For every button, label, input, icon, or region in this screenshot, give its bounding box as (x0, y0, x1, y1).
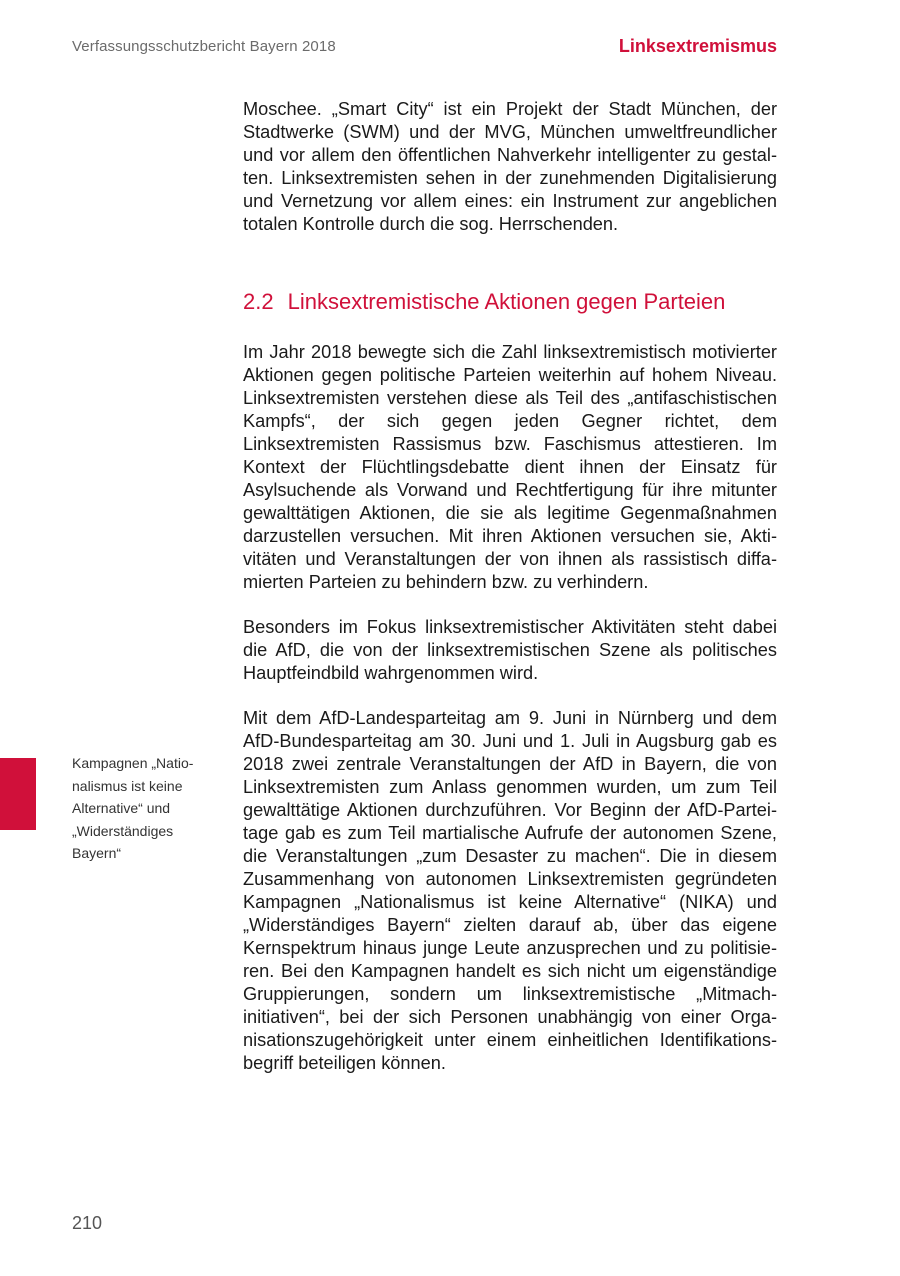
main-text-column (243, 98, 777, 1075)
margin-note: Kampagnen „Nationalismus ist keine Alternative“ und „Widerständiges Bayern“ (72, 755, 194, 861)
margin-marker (0, 758, 36, 830)
body-paragraph: Im Jahr 2018 bewegte sich die Zahl linksextremistisch motivierter Aktionen gegen politische Parteien weiterhin auf hohem Niveau. Linksextremisten verstehen diese als Teil des „antifaschistischen Kampfs“, der sich gegen jeden Gegner richtet, dem Linksextremisten Rassismus bzw. Faschismus attestieren. Im Kontext der Flüchtlingsdebatte dient ihnen der Einsatz für Asylsuchende als Vorwand und Rechtfertigung für ihre mitunter gewalttätigen Aktionen, die sie als legitime Gegenmaßnahmen darzustellen versuchen. Mit ihren Aktionen versuchen sie, Aktivitäten und Veranstaltungen der von ihnen als rassistisch diffamierten Parteien zu behindern bzw. zu verhindern. (243, 342, 777, 592)
body-paragraph: Moschee. „Smart City“ ist ein Projekt der Stadt München, der Stadtwerke (SWM) und der MVG, München umweltfreundlicher und vor allem den öffentlichen Nahverkehr intelligenter zu gestalten. Linksextremisten sehen in der zunehmenden Digitalisierung und Vernetzung vor allem eines: ein Instrument zur angeblichen totalen Kontrolle durch die sog. Herrschenden. (243, 99, 777, 234)
running-header-title: Verfassungsschutzbericht Bayern 2018 (72, 38, 336, 55)
section-number: 2.2 (243, 289, 274, 314)
page-number: 210 (72, 1213, 103, 1233)
section-title: Linksextremistische Aktionen gegen Parteien (287, 289, 726, 314)
body-paragraph: Mit dem AfD-Landesparteitag am 9. Juni in Nürnberg und dem AfD-Bundesparteitag am 30. Juni und 1. Juli in Augsburg gab es 2018 zwei zentrale Veranstaltungen der AfD in Bayern, die von Linksextremisten zum Anlass genommen wurden, um zum Teil gewalttätige Aktionen durchzuführen. Vor Beginn der AfD-Parteitage gab es zum Teil martialische Aufrufe der autonomen Szene, die Veranstaltungen „zum Desaster zu machen“. Die in diesem Zusammenhang von autonomen Linksextremisten gegründeten Kampagnen „Nationalismus ist keine Alternative“ (NIKA) und „Widerständiges Bayern“ zielten darauf ab, über das eigene Kernspektrum hinaus junge Leute anzusprechen und zu politisieren. Bei den Kampagnen handelt es sich nicht um eigenständige Gruppierungen, sondern um linksextremistische „Mitmachinitiativen“, bei der sich Personen unabhängig von einer Organisationszugehörigkeit unter einem einheitlichen Identifikationsbegriff beteiligen können. (243, 708, 777, 1073)
running-header-chapter: Linksextremismus (618, 36, 777, 56)
section-heading (243, 288, 777, 316)
body-paragraph: Besonders im Fokus linksextremistischer Aktivitäten steht dabei die AfD, die von der linksextremistischen Szene als politisches Hauptfeindbild wahrgenommen wird. (243, 617, 777, 683)
